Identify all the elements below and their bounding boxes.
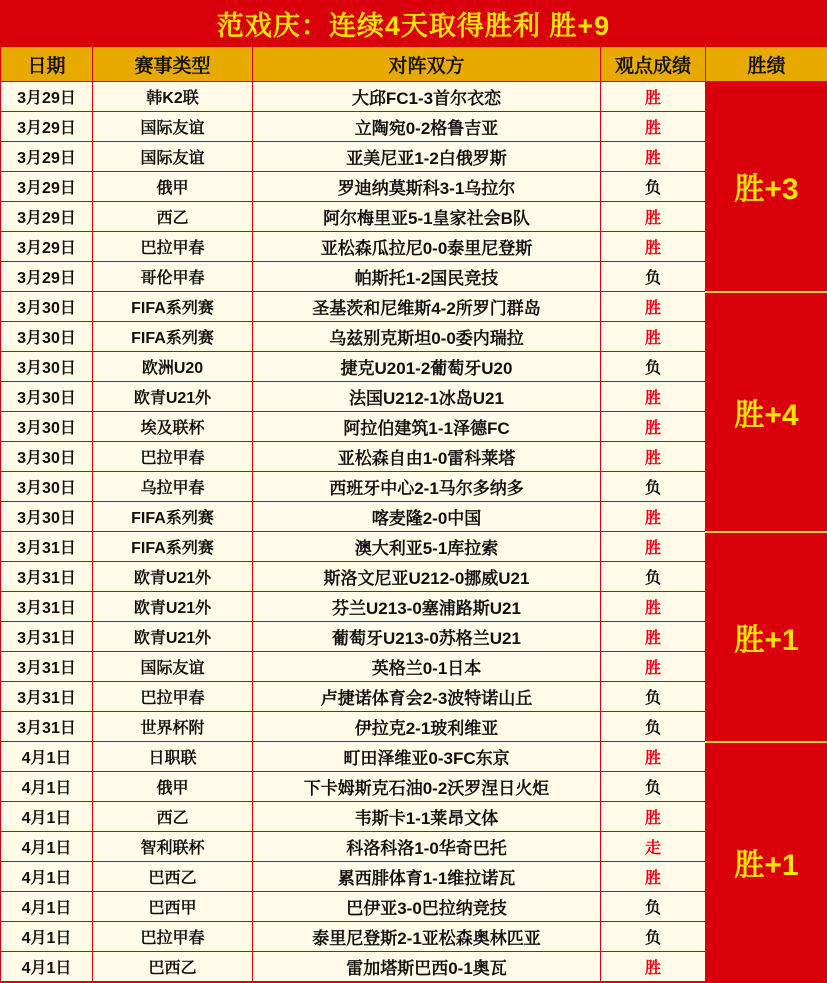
cell-match: 罗迪纳莫斯科3-1乌拉尔 <box>253 172 601 202</box>
cell-league: 欧青U21外 <box>93 562 253 592</box>
table-row <box>1 202 827 232</box>
cell-date: 4月1日 <box>1 922 93 952</box>
cell-date: 4月1日 <box>1 742 93 772</box>
cell-result: 胜 <box>601 532 706 562</box>
cell-date: 3月29日 <box>1 82 93 112</box>
cell-result: 负 <box>601 262 706 292</box>
cell-match: 韦斯卡1-1莱昂文体 <box>253 802 601 832</box>
cell-date: 3月31日 <box>1 712 93 742</box>
cell-result: 负 <box>601 772 706 802</box>
cell-result: 负 <box>601 472 706 502</box>
cell-match: 町田泽维亚0-3FC东京 <box>253 742 601 772</box>
cell-league: FIFA系列赛 <box>93 322 253 352</box>
cell-date: 3月30日 <box>1 472 93 502</box>
cell-league: FIFA系列赛 <box>93 292 253 322</box>
cell-match: 亚松森自由1-0雷科莱塔 <box>253 442 601 472</box>
cell-match: 亚美尼亚1-2白俄罗斯 <box>253 142 601 172</box>
table-row <box>1 382 827 412</box>
cell-match: 伊拉克2-1玻利维亚 <box>253 712 601 742</box>
cell-date: 3月31日 <box>1 682 93 712</box>
column-header-date: 日期 <box>1 47 93 82</box>
cell-date: 3月29日 <box>1 142 93 172</box>
table-row <box>1 802 827 832</box>
table-row <box>1 292 827 322</box>
cell-league: 日职联 <box>93 742 253 772</box>
cell-league: 俄甲 <box>93 772 253 802</box>
cell-date: 3月31日 <box>1 532 93 562</box>
cell-result: 胜 <box>601 802 706 832</box>
column-header-result: 观点成绩 <box>601 47 706 82</box>
cell-date: 3月29日 <box>1 262 93 292</box>
cell-result: 负 <box>601 352 706 382</box>
cell-match: 西班牙中心2-1马尔多纳多 <box>253 472 601 502</box>
cell-date: 4月1日 <box>1 862 93 892</box>
cell-league: 埃及联杯 <box>93 412 253 442</box>
cell-result: 负 <box>601 172 706 202</box>
table-row <box>1 682 827 712</box>
cell-result: 胜 <box>601 442 706 472</box>
cell-date: 3月29日 <box>1 112 93 142</box>
cell-result: 负 <box>601 712 706 742</box>
table-header <box>1 47 827 82</box>
cell-league: 巴拉甲春 <box>93 922 253 952</box>
cell-result: 胜 <box>601 592 706 622</box>
column-header-league: 赛事类型 <box>93 47 253 82</box>
cell-result: 胜 <box>601 382 706 412</box>
cell-date: 3月30日 <box>1 412 93 442</box>
cell-result: 胜 <box>601 862 706 892</box>
column-header-streak: 胜绩 <box>706 47 827 82</box>
cell-result: 胜 <box>601 652 706 682</box>
cell-league: 西乙 <box>93 802 253 832</box>
table-row <box>1 622 827 652</box>
table-row <box>1 232 827 262</box>
table-body <box>1 82 827 982</box>
cell-league: FIFA系列赛 <box>93 532 253 562</box>
cell-result: 胜 <box>601 322 706 352</box>
results-table <box>0 46 827 982</box>
cell-league: 国际友谊 <box>93 112 253 142</box>
cell-result: 胜 <box>601 112 706 142</box>
cell-league: 西乙 <box>93 202 253 232</box>
cell-match: 累西腓体育1-1维拉诺瓦 <box>253 862 601 892</box>
cell-date: 3月31日 <box>1 652 93 682</box>
cell-result: 胜 <box>601 202 706 232</box>
cell-date: 3月31日 <box>1 592 93 622</box>
table-row <box>1 262 827 292</box>
table-row <box>1 952 827 982</box>
cell-match: 捷克U201-2葡萄牙U20 <box>253 352 601 382</box>
cell-match: 斯洛文尼亚U212-0挪威U21 <box>253 562 601 592</box>
cell-date: 3月30日 <box>1 322 93 352</box>
cell-match: 喀麦隆2-0中国 <box>253 502 601 532</box>
cell-date: 3月29日 <box>1 172 93 202</box>
cell-date: 3月29日 <box>1 232 93 262</box>
cell-date: 3月30日 <box>1 382 93 412</box>
cell-match: 雷加塔斯巴西0-1奥瓦 <box>253 952 601 982</box>
cell-match: 巴伊亚3-0巴拉纳竞技 <box>253 892 601 922</box>
table-row <box>1 712 827 742</box>
cell-streak: 胜+3 <box>706 82 827 292</box>
title-bar <box>0 0 827 46</box>
cell-result: 胜 <box>601 142 706 172</box>
cell-result: 胜 <box>601 82 706 112</box>
cell-date: 3月30日 <box>1 292 93 322</box>
cell-date: 4月1日 <box>1 772 93 802</box>
table-row <box>1 532 827 562</box>
cell-league: FIFA系列赛 <box>93 502 253 532</box>
cell-league: 巴拉甲春 <box>93 232 253 262</box>
cell-match: 乌兹别克斯坦0-0委内瑞拉 <box>253 322 601 352</box>
page-title: 范戏庆：连续4天取得胜利 胜+9 <box>216 10 611 41</box>
table-row <box>1 772 827 802</box>
cell-league: 欧青U21外 <box>93 592 253 622</box>
table-row <box>1 892 827 922</box>
table-row <box>1 832 827 862</box>
cell-match: 科洛科洛1-0华奇巴托 <box>253 832 601 862</box>
cell-result: 胜 <box>601 412 706 442</box>
cell-league: 巴拉甲春 <box>93 682 253 712</box>
cell-league: 巴西乙 <box>93 862 253 892</box>
table-row <box>1 142 827 172</box>
cell-date: 4月1日 <box>1 832 93 862</box>
table-row <box>1 442 827 472</box>
cell-date: 3月30日 <box>1 502 93 532</box>
cell-streak: 胜+4 <box>706 292 827 532</box>
cell-date: 4月1日 <box>1 892 93 922</box>
cell-match: 亚松森瓜拉尼0-0泰里尼登斯 <box>253 232 601 262</box>
table-row <box>1 322 827 352</box>
table-row <box>1 412 827 442</box>
cell-date: 3月31日 <box>1 622 93 652</box>
cell-match: 阿拉伯建筑1-1泽德FC <box>253 412 601 442</box>
cell-result: 负 <box>601 922 706 952</box>
cell-league: 欧青U21外 <box>93 382 253 412</box>
cell-date: 3月31日 <box>1 562 93 592</box>
cell-date: 3月30日 <box>1 442 93 472</box>
cell-date: 4月1日 <box>1 952 93 982</box>
cell-league: 智利联杯 <box>93 832 253 862</box>
cell-match: 帕斯托1-2国民竞技 <box>253 262 601 292</box>
table-row <box>1 652 827 682</box>
cell-league: 欧青U21外 <box>93 622 253 652</box>
cell-match: 大邱FC1-3首尔衣恋 <box>253 82 601 112</box>
cell-result: 胜 <box>601 502 706 532</box>
cell-league: 国际友谊 <box>93 652 253 682</box>
table-row <box>1 352 827 382</box>
table-row <box>1 862 827 892</box>
cell-match: 立陶宛0-2格鲁吉亚 <box>253 112 601 142</box>
cell-date: 4月1日 <box>1 802 93 832</box>
cell-date: 3月30日 <box>1 352 93 382</box>
cell-match: 葡萄牙U213-0苏格兰U21 <box>253 622 601 652</box>
table-row <box>1 172 827 202</box>
cell-league: 世界杯附 <box>93 712 253 742</box>
column-header-match: 对阵双方 <box>253 47 601 82</box>
table-header-row <box>1 47 827 82</box>
cell-streak: 胜+1 <box>706 742 827 982</box>
cell-result: 胜 <box>601 622 706 652</box>
cell-streak: 胜+1 <box>706 532 827 742</box>
table-row <box>1 592 827 622</box>
cell-result: 胜 <box>601 232 706 262</box>
cell-result: 胜 <box>601 742 706 772</box>
cell-match: 下卡姆斯克石油0-2沃罗涅日火炬 <box>253 772 601 802</box>
cell-result: 负 <box>601 682 706 712</box>
table-row <box>1 922 827 952</box>
cell-league: 哥伦甲春 <box>93 262 253 292</box>
table-row <box>1 112 827 142</box>
cell-league: 国际友谊 <box>93 142 253 172</box>
table-row <box>1 472 827 502</box>
cell-match: 圣基茨和尼维斯4-2所罗门群岛 <box>253 292 601 322</box>
table-row <box>1 502 827 532</box>
cell-match: 英格兰0-1日本 <box>253 652 601 682</box>
cell-league: 韩K2联 <box>93 82 253 112</box>
cell-league: 巴西甲 <box>93 892 253 922</box>
table-row <box>1 742 827 772</box>
cell-result: 胜 <box>601 952 706 982</box>
cell-result: 负 <box>601 562 706 592</box>
table-row <box>1 562 827 592</box>
cell-league: 巴拉甲春 <box>93 442 253 472</box>
cell-match: 泰里尼登斯2-1亚松森奥林匹亚 <box>253 922 601 952</box>
cell-match: 澳大利亚5-1库拉索 <box>253 532 601 562</box>
cell-date: 3月29日 <box>1 202 93 232</box>
cell-match: 芬兰U213-0塞浦路斯U21 <box>253 592 601 622</box>
cell-result: 走 <box>601 832 706 862</box>
cell-match: 阿尔梅里亚5-1皇家社会B队 <box>253 202 601 232</box>
cell-league: 欧洲U20 <box>93 352 253 382</box>
cell-league: 俄甲 <box>93 172 253 202</box>
cell-league: 乌拉甲春 <box>93 472 253 502</box>
cell-result: 负 <box>601 892 706 922</box>
cell-result: 胜 <box>601 292 706 322</box>
cell-match: 卢捷诺体育会2-3波特诺山丘 <box>253 682 601 712</box>
cell-league: 巴西乙 <box>93 952 253 982</box>
table-row <box>1 82 827 112</box>
cell-match: 法国U212-1冰岛U21 <box>253 382 601 412</box>
